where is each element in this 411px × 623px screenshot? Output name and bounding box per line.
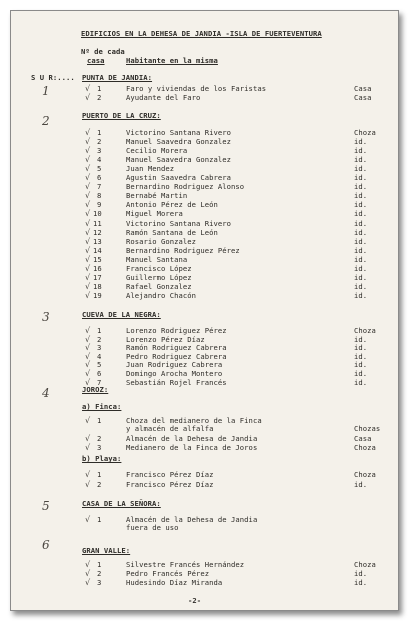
check-mark-icon: √: [85, 254, 91, 264]
row-number: 1: [97, 416, 102, 425]
row-number: 9: [97, 200, 102, 210]
row-number: 3: [97, 146, 102, 156]
check-mark-icon: √: [85, 245, 91, 255]
row-type: Choza: [354, 326, 376, 335]
check-mark-icon: √: [85, 227, 91, 237]
row-number: 16: [93, 263, 102, 273]
row-name: Francisco Pérez Díaz: [126, 470, 214, 479]
check-mark-icon: √: [85, 182, 91, 192]
row-number: 2: [97, 433, 102, 443]
check-mark-icon: √: [85, 479, 91, 489]
check-mark-icon: √: [85, 281, 91, 291]
row-type: id.: [354, 377, 368, 387]
row-number: 1: [97, 560, 102, 569]
check-mark-icon: √: [85, 236, 91, 246]
section-heading-gran-valle: GRAN VALLE:: [82, 546, 131, 555]
row-type: id.: [354, 272, 368, 282]
row-number: 1: [97, 84, 102, 93]
subsection-heading-finca: a) Finca:: [82, 402, 122, 411]
margin-mark-1: 1: [42, 84, 50, 98]
check-mark-icon: √: [85, 146, 91, 156]
row-type: id.: [354, 290, 368, 300]
row-type: Casa: [354, 84, 372, 93]
row-number: 1: [97, 326, 102, 335]
row-type: id.: [354, 479, 368, 489]
row-number: 4: [97, 155, 102, 165]
row-name: Sebastián Rojel Francés: [126, 377, 227, 387]
row-type: id.: [354, 360, 368, 370]
row-number: 2: [97, 93, 102, 102]
row-type: id.: [354, 155, 368, 165]
check-mark-icon: √: [85, 433, 91, 443]
row-type: Choza: [354, 560, 376, 569]
row-type: Casa: [354, 93, 372, 102]
check-mark-icon: √: [85, 343, 91, 353]
check-mark-icon: √: [85, 326, 91, 335]
check-mark-icon: √: [85, 290, 91, 300]
row-type: id.: [354, 263, 368, 273]
row-number: 2: [97, 334, 102, 344]
row-number: 3: [97, 343, 102, 353]
section-heading-casa-senora: CASA DE LA SEÑORA:: [82, 499, 161, 508]
check-mark-icon: √: [85, 416, 91, 425]
row-name: Almacén de la Dehesa de Jandia: [126, 433, 258, 443]
row-type: Casa: [354, 433, 372, 443]
row-name: Domingo Arocha Montero: [126, 369, 223, 378]
row-name: Juan Mendez: [126, 164, 175, 174]
row-type: id.: [354, 182, 368, 192]
check-mark-icon: √: [85, 209, 91, 219]
row-name: Lorenzo Pérez Díaz: [126, 334, 205, 344]
row-number: 1: [97, 470, 102, 479]
row-type: id.: [354, 245, 368, 255]
check-mark-icon: √: [85, 137, 91, 147]
margin-mark-3: 3: [42, 310, 50, 324]
row-type: id.: [354, 351, 368, 361]
row-name: Manuel Saavedra Gonzalez: [126, 137, 232, 147]
row-number: 14: [93, 245, 102, 255]
row-type: id.: [354, 146, 368, 156]
row-name: Bernardino Rodriguez Pérez: [126, 245, 240, 255]
check-mark-icon: √: [85, 377, 91, 387]
check-mark-icon: √: [85, 173, 91, 183]
row-name: Bernabé Martin: [126, 191, 188, 201]
row-number: 7: [97, 377, 102, 387]
row-name: Rafael Gonzalez: [126, 281, 192, 291]
margin-mark-5: 5: [42, 499, 50, 513]
col-header-inhabitant: Habitante en la misma: [126, 56, 218, 65]
row-name: Pedro Francés Pérez: [126, 568, 210, 578]
row-number: 10: [93, 209, 102, 219]
section-prefix-sur: S U R:....: [31, 73, 75, 82]
row-name: Pedro Rodriguez Cabrera: [126, 351, 227, 361]
row-type: Chozas: [354, 424, 381, 433]
row-type: id.: [354, 209, 368, 219]
section-heading-jorox: JOROZ:: [82, 385, 109, 394]
row-number: 2: [97, 568, 102, 578]
row-name: Manuel Santana: [126, 254, 188, 264]
row-type: id.: [354, 164, 368, 174]
row-type: id.: [354, 568, 368, 578]
row-type: id.: [354, 334, 368, 344]
col-header-number-2: casa: [87, 56, 105, 65]
row-name: Francisco López: [126, 263, 192, 273]
row-number: 17: [93, 272, 102, 282]
row-type: Choza: [354, 128, 376, 137]
row-number: 13: [93, 236, 102, 246]
check-mark-icon: √: [85, 84, 91, 93]
row-name: Miguel Morera: [126, 209, 183, 219]
row-number: 19: [93, 290, 102, 300]
row-name: Bernardino Rodriguez Alonso: [126, 182, 245, 192]
check-mark-icon: √: [85, 218, 91, 228]
row-number: 11: [93, 218, 102, 228]
row-number: 3: [97, 577, 102, 587]
row-type: id.: [354, 343, 368, 353]
section-heading-punta-jandia: PUNTA DE JANDIA:: [82, 73, 153, 82]
check-mark-icon: √: [85, 560, 91, 569]
section-heading-cueva-negra: CUEVA DE LA NEGRA:: [82, 310, 161, 319]
row-name: Manuel Saavedra Gonzalez: [126, 155, 232, 165]
row-type: Choza: [354, 470, 376, 479]
row-name: Cecilio Morera: [126, 146, 188, 156]
row-name: Medianero de la Finca de Joros: [126, 443, 258, 452]
row-name: Juan Rodriguez Cabrera: [126, 360, 223, 370]
row-number: 1: [97, 128, 102, 137]
margin-mark-2: 2: [42, 114, 50, 128]
row-number: 6: [97, 369, 102, 378]
check-mark-icon: √: [85, 443, 91, 452]
row-name: Guillermo López: [126, 272, 192, 282]
row-name: Choza del medianero de la Finca: [126, 416, 262, 425]
row-name: Rosario Gonzalez: [126, 236, 197, 246]
check-mark-icon: √: [85, 155, 91, 165]
check-mark-icon: √: [85, 263, 91, 273]
row-name: Hudesindo Díaz Miranda: [126, 577, 223, 587]
row-type: id.: [354, 173, 368, 183]
row-name: Alejandro Chacón: [126, 290, 197, 300]
row-number: 7: [97, 182, 102, 192]
document-page: [10, 10, 399, 611]
margin-mark-4: 4: [42, 386, 50, 400]
margin-mark-6: 6: [42, 538, 50, 552]
row-name: Ramón Rodriguez Cabrera: [126, 343, 227, 353]
check-mark-icon: √: [85, 93, 91, 102]
check-mark-icon: √: [85, 191, 91, 201]
row-number: 18: [93, 281, 102, 291]
row-number: 3: [97, 443, 102, 452]
row-number: 6: [97, 173, 102, 183]
row-name: Faro y viviendas de los Faristas: [126, 84, 267, 93]
row-number: 2: [97, 479, 102, 489]
check-mark-icon: √: [85, 568, 91, 578]
row-name: Victorino Santana Rivero: [126, 128, 232, 137]
check-mark-icon: √: [85, 164, 91, 174]
row-type: id.: [354, 137, 368, 147]
row-number: 15: [93, 254, 102, 264]
check-mark-icon: √: [85, 334, 91, 344]
row-name-continued: y almacén de alfalfa: [126, 424, 214, 433]
col-header-number: Nº de cada: [81, 47, 125, 56]
document-title: EDIFICIOS EN LA DEHESA DE JANDIA -ISLA DE FUERTEVENTURA: [81, 29, 322, 38]
row-name: Victorino Santana Rivero: [126, 218, 232, 228]
row-number: 4: [97, 351, 102, 361]
row-number: 5: [97, 164, 102, 174]
check-mark-icon: √: [85, 128, 91, 137]
row-type: id.: [354, 236, 368, 246]
row-type: id.: [354, 577, 368, 587]
row-type: id.: [354, 191, 368, 201]
check-mark-icon: √: [85, 360, 91, 370]
row-name-continued: fuera de uso: [126, 523, 179, 532]
row-name: Antonio Pérez de León: [126, 200, 218, 210]
row-name: Lorenzo Rodriguez Pérez: [126, 326, 227, 335]
row-number: 2: [97, 137, 102, 147]
check-mark-icon: √: [85, 577, 91, 587]
row-type: id.: [354, 369, 368, 378]
row-number: 12: [93, 227, 102, 237]
subsection-heading-playa: b) Playa:: [82, 454, 122, 463]
row-name: Silvestre Francés Hernández: [126, 560, 245, 569]
row-type: id.: [354, 218, 368, 228]
row-type: Choza: [354, 443, 376, 452]
row-type: id.: [354, 200, 368, 210]
check-mark-icon: √: [85, 515, 91, 524]
row-number: 5: [97, 360, 102, 370]
row-type: id.: [354, 254, 368, 264]
row-name: Francisco Pérez Díaz: [126, 479, 214, 489]
row-number: 8: [97, 191, 102, 201]
row-name: Agustin Saavedra Cabrera: [126, 173, 232, 183]
page-number: -2-: [188, 596, 202, 605]
row-name: Ramón Santana de León: [126, 227, 218, 237]
check-mark-icon: √: [85, 470, 91, 479]
section-heading-puerto-cruz: PUERTO DE LA CRUZ:: [82, 111, 161, 120]
row-number: 1: [97, 515, 102, 524]
check-mark-icon: √: [85, 351, 91, 361]
row-type: id.: [354, 281, 368, 291]
row-name: Almacén de la Dehesa de Jandia: [126, 515, 258, 524]
check-mark-icon: √: [85, 200, 91, 210]
check-mark-icon: √: [85, 369, 91, 378]
row-name: Ayudante del Faro: [126, 93, 201, 102]
check-mark-icon: √: [85, 272, 91, 282]
row-type: id.: [354, 227, 368, 237]
